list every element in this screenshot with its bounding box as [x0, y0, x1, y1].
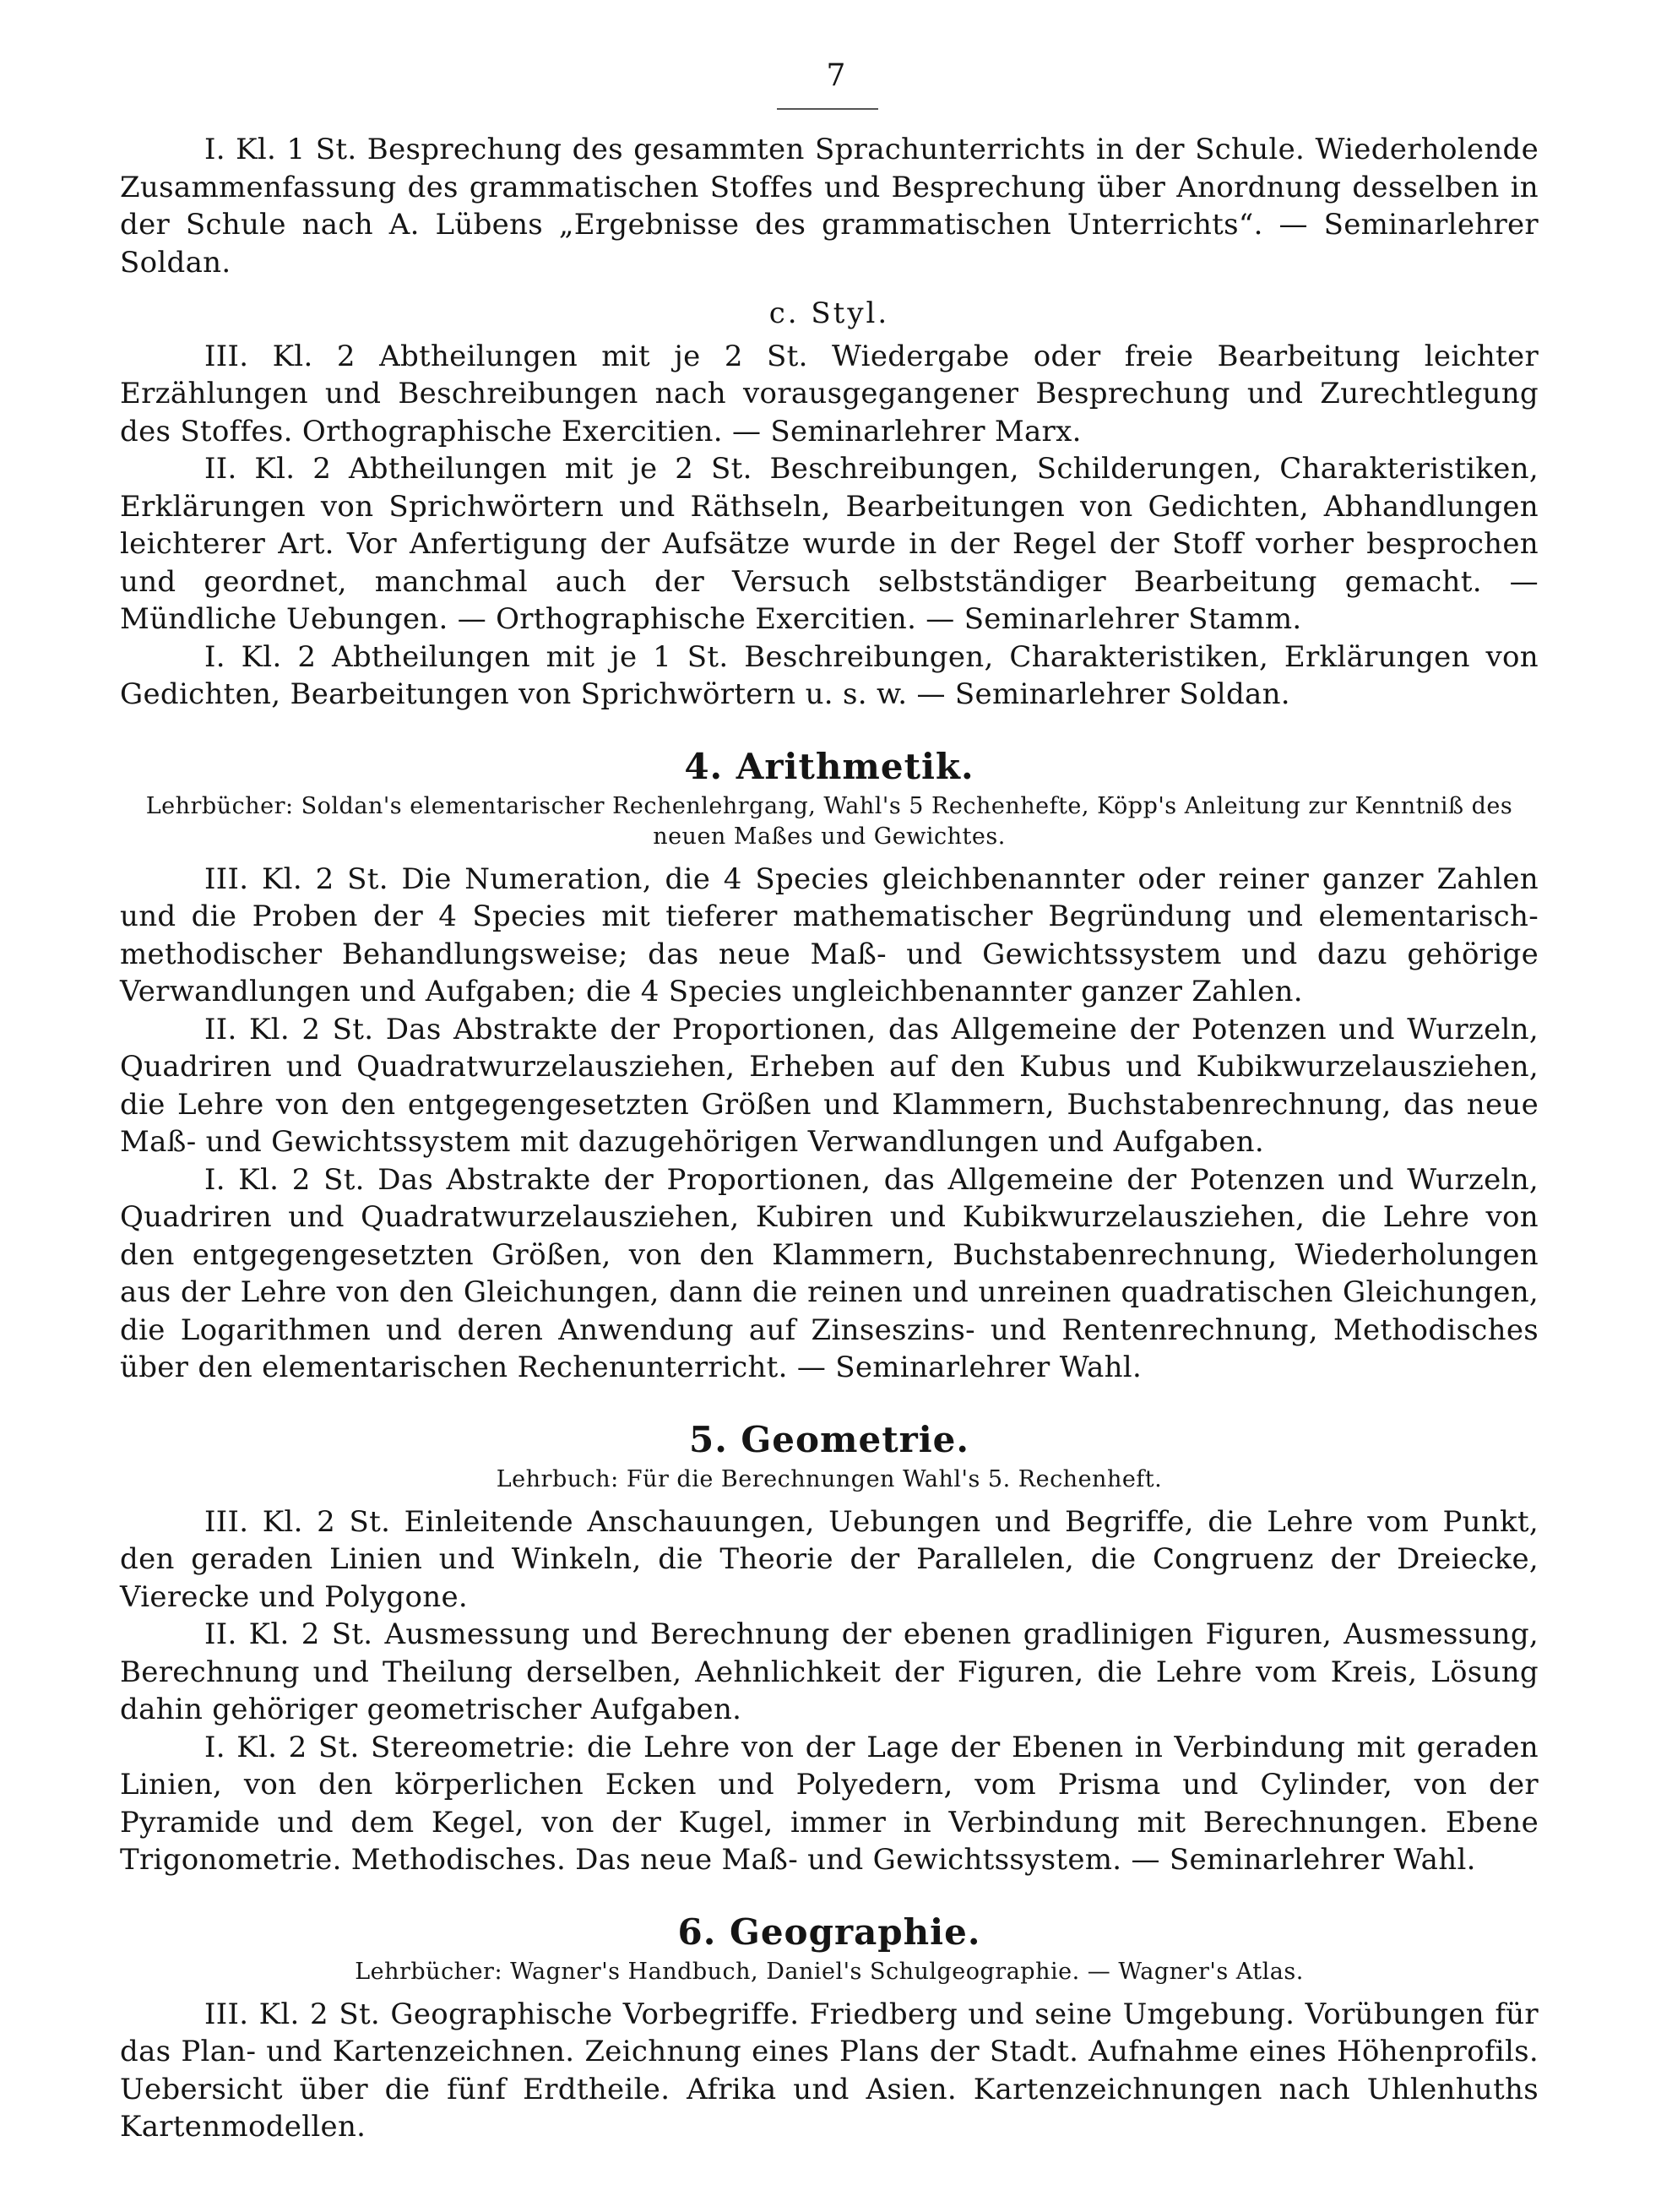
paragraph-geographie-1: III. Kl. 2 St. Geographische Vorbegriffe. Friedberg und seine Umgebung. Vorübungen für das Plan- und Kartenzeichnen. Zeichnung eines Plans der Stadt. Aufnahme eines Höhenprofils. Uebersicht über die fünf Erdtheile. Afrika und Asien. Kartenzeichnungen nach Uhlenhuths Kartenmodellen. — [120, 1997, 1539, 2144]
textbooks-arithmetik: Lehrbücher: Soldan's elementarischer Rechenlehrgang, Wahl's 5 Rechenhefte, Köpp's Anleitung zur Kenntniß des neuen Maßes und Gewichtes. — [145, 792, 1513, 850]
paragraph-geometrie-1: III. Kl. 2 St. Einleitende Anschauungen, Uebungen und Begriffe, die Lehre vom Punkt, den geraden Linien und Winkeln, die Theorie der Parallelen, die Congruenz der Dreiecke, Vierecke und Polygone. — [120, 1504, 1539, 1614]
paragraph-styl-2: II. Kl. 2 Abtheilungen mit je 2 St. Beschreibungen, Schilderungen, Charakteristiken, Erklärungen von Sprichwörtern und Räthseln, Bearbeitungen von Gedichten, Abhandlungen leichterer Art. Vor Anfertigung der Aufsätze wurde in der Regel der Stoff vorher besprochen und geordnet, manchmal auch der Versuch selbstständiger Bearbeitung gemacht. — Mündliche Uebungen. — Orthographische Exercitien. — Seminarlehrer Stamm. — [120, 452, 1539, 636]
page-number-rule — [777, 108, 878, 110]
paragraph-intro-1: I. Kl. 1 St. Besprechung des gesammten Sprachunterrichts in der Schule. Wiederholende Zusammenfassung des grammatischen Stoffes und Besprechung über Anordnung desselben in der Schule nach A. Lübens „Ergebnisse des grammatischen Unterrichts“. — Seminarlehrer Soldan. — [120, 133, 1539, 280]
page-number: 7 — [826, 58, 846, 93]
paragraph-arithmetik-3: I. Kl. 2 St. Das Abstrakte der Proportionen, das Allgemeine der Potenzen und Wurzeln, Quadriren und Quadratwurzelausziehen, Kubiren und Kubikwurzelausziehen, die Lehre von den entgegengesetzten Größen, von den Klammern, Buchstabenrechnung, Wiederholungen aus der Lehre von den Gleichungen, dann die reinen und unreinen quadratischen Gleichungen, die Logarithmen und deren Anwendung auf Zinseszins- und Rentenrechnung, Methodisches über den elementarischen Rechenunterricht. — Seminarlehrer Wahl. — [120, 1162, 1539, 1384]
paragraph-arithmetik-2: II. Kl. 2 St. Das Abstrakte der Proportionen, das Allgemeine der Potenzen und Wurzeln, Quadriren und Quadratwurzelausziehen, Erheben auf den Kubus und Kubikwurzelausziehen, die Lehre von den entgegengesetzten Größen und Klammern, Buchstabenrechnung, das neue Maß- und Gewichtssystem mit dazugehörigen Verwandlungen und Aufgaben. — [120, 1012, 1539, 1159]
paragraph-geometrie-3: I. Kl. 2 St. Stereometrie: die Lehre von der Lage der Ebenen in Verbindung mit geraden Linien, von den körperlichen Ecken und Polyedern, vom Prisma und Cylinder, von der Pyramide und dem Kegel, von der Kugel, immer in Verbindung mit Berechnungen. Ebene Trigonometrie. Methodisches. Das neue Maß- und Gewichtssystem. — Seminarlehrer Wahl. — [120, 1730, 1539, 1877]
paragraph-arithmetik-1: III. Kl. 2 St. Die Numeration, die 4 Species gleichbenannter oder reiner ganzer Zahlen und die Proben der 4 Species mit tieferer mathematischer Begründung und elementarisch-methodischer Behandlungsweise; das neue Maß- und Gewichtssystem und dazu gehörige Verwandlungen und Aufgaben; die 4 Species ungleichbenannter ganzer Zahlen. — [120, 861, 1539, 1008]
section-heading-geographie: 6. Geographie. — [677, 1910, 981, 1953]
section-heading-arithmetik: 4. Arithmetik. — [684, 745, 974, 787]
textbooks-geometrie: Lehrbuch: Für die Berechnungen Wahl's 5. Rechenheft. — [496, 1465, 1163, 1492]
paragraph-geometrie-2: II. Kl. 2 St. Ausmessung und Berechnung der ebenen gradlinigen Figuren, Ausmessung, Berechnung und Theilung derselben, Aehnlichkeit der Figuren, die Lehre vom Kreis, Lösung dahin gehöriger geometrischer Aufgaben. — [120, 1617, 1539, 1726]
textbooks-geographie: Lehrbücher: Wagner's Handbuch, Daniel's Schulgeographie. — Wagner's Atlas. — [355, 1958, 1304, 1985]
page-content — [120, 131, 1539, 2146]
section-heading-geometrie: 5. Geometrie. — [688, 1418, 970, 1460]
paragraph-styl-3: I. Kl. 2 Abtheilungen mit je 1 St. Beschreibungen, Charakteristiken, Erklärungen von Gedichten, Bearbeitungen von Sprichwörtern u. s. w. — Seminarlehrer Soldan. — [120, 639, 1539, 711]
subsection-heading-styl: c. Styl. — [768, 296, 890, 330]
paragraph-styl-1: III. Kl. 2 Abtheilungen mit je 2 St. Wiedergabe oder freie Bearbeitung leichter Erzählungen und Beschreibungen nach vorausgegangener Besprechung und Zurechtlegung des Stoffes. Orthographische Exercitien. — Seminarlehrer Marx. — [120, 339, 1539, 448]
